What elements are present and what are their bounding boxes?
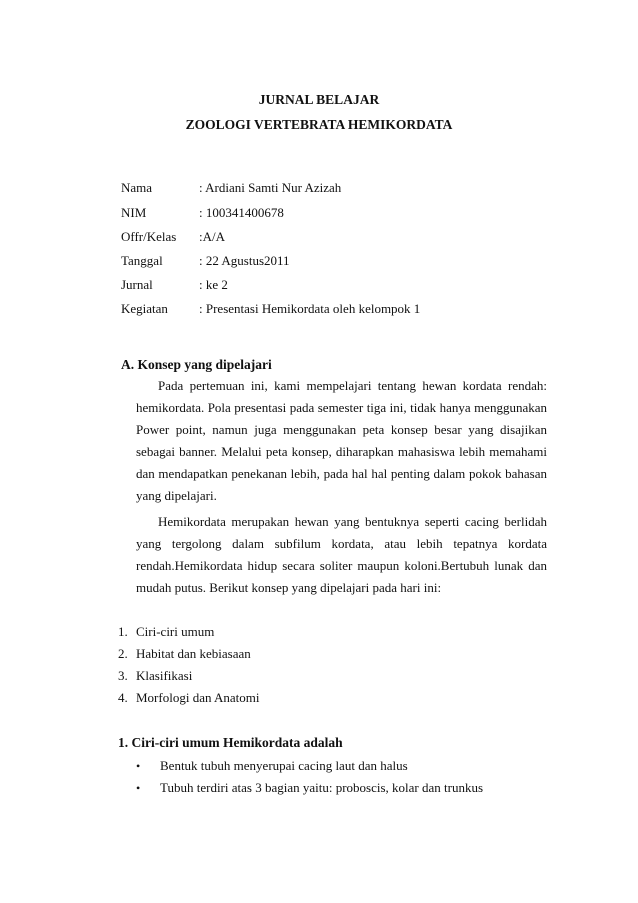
paragraph-line: rendah.Hemikordata hidup secara soliter maupun koloni.Bertubuh lunak dan xyxy=(136,558,547,573)
bullet-icon: • xyxy=(136,781,141,795)
paragraph-line: Hemikordata merupakan hewan yang bentuknya seperti cacing berlidah xyxy=(158,514,547,529)
list-item xyxy=(118,687,260,709)
info-row-kegiatan xyxy=(121,301,420,317)
info-value: : ke 2 xyxy=(199,277,228,292)
info-value: : 100341400678 xyxy=(199,205,284,220)
paragraph-line: Power point, namun juga menggunakan peta konsep besar yang disajikan xyxy=(136,422,547,437)
section-1-heading: 1. Ciri-ciri umum Hemikordata adalah xyxy=(118,735,343,750)
info-row-nim xyxy=(121,205,284,221)
info-label: Tanggal xyxy=(121,253,163,268)
info-row-tanggal xyxy=(121,253,290,269)
paragraph-line: hemikordata. Pola presentasi pada semester tiga ini, tidak hanya menggunakan xyxy=(136,400,547,415)
list-text: Ciri-ciri umum xyxy=(136,624,215,639)
list-item xyxy=(136,777,483,799)
info-row-jurnal xyxy=(121,277,228,293)
info-row-nama xyxy=(121,180,341,196)
info-row-kelas xyxy=(121,229,225,245)
document-subtitle: ZOOLOGI VERTEBRATA HEMIKORDATA xyxy=(185,117,453,132)
paragraph-line: sebagai banner. Melalui peta konsep, diharapkan mahasiswa lebih memahami xyxy=(136,444,547,459)
list-text: Bentuk tubuh menyerupai cacing laut dan halus xyxy=(160,758,408,773)
info-value: :A/A xyxy=(199,229,225,244)
paragraph-line: yang tergolong dalam subfilum kordata, atau lebih tepatnya kordata xyxy=(136,536,547,551)
list-text: Habitat dan kebiasaan xyxy=(136,646,251,661)
section-a-paragraph-1 xyxy=(136,375,547,507)
list-text: Klasifikasi xyxy=(136,668,193,683)
list-number: 3. xyxy=(118,668,128,683)
info-label: Nama xyxy=(121,180,153,195)
info-label: Jurnal xyxy=(121,277,153,292)
info-label: Offr/Kelas xyxy=(121,229,177,244)
list-number: 2. xyxy=(118,646,128,661)
list-text: Morfologi dan Anatomi xyxy=(136,690,260,705)
section-a-paragraph-2 xyxy=(136,511,547,599)
info-value: : 22 Agustus2011 xyxy=(199,253,290,268)
section-a-heading: A. Konsep yang dipelajari xyxy=(121,357,272,372)
paragraph-line: yang dipelajari. xyxy=(136,488,217,503)
list-number: 4. xyxy=(118,690,128,705)
paragraph-line: dan mendapatkan penekanan lebih, pada hal hal penting dalam pokok bahasan xyxy=(136,466,547,481)
list-item xyxy=(136,755,483,777)
paragraph-line: Pada pertemuan ini, kami mempelajari tentang hewan kordata rendah: xyxy=(158,378,547,393)
info-value: : Ardiani Samti Nur Azizah xyxy=(199,180,342,195)
bullet-icon: • xyxy=(136,759,141,773)
list-text: Tubuh terdiri atas 3 bagian yaitu: proboscis, kolar dan trunkus xyxy=(160,780,484,795)
bullet-list xyxy=(136,755,483,799)
document-title: JURNAL BELAJAR xyxy=(258,92,380,107)
info-value: : Presentasi Hemikordata oleh kelompok 1 xyxy=(199,301,421,316)
list-item xyxy=(118,643,260,665)
list-number: 1. xyxy=(118,624,128,639)
list-item xyxy=(118,665,260,687)
concept-list xyxy=(118,621,260,709)
info-label: NIM xyxy=(121,205,147,220)
info-label: Kegiatan xyxy=(121,301,168,316)
paragraph-line: mudah putus. Berikut konsep yang dipelajari pada hari ini: xyxy=(136,580,442,595)
list-item xyxy=(118,621,260,643)
